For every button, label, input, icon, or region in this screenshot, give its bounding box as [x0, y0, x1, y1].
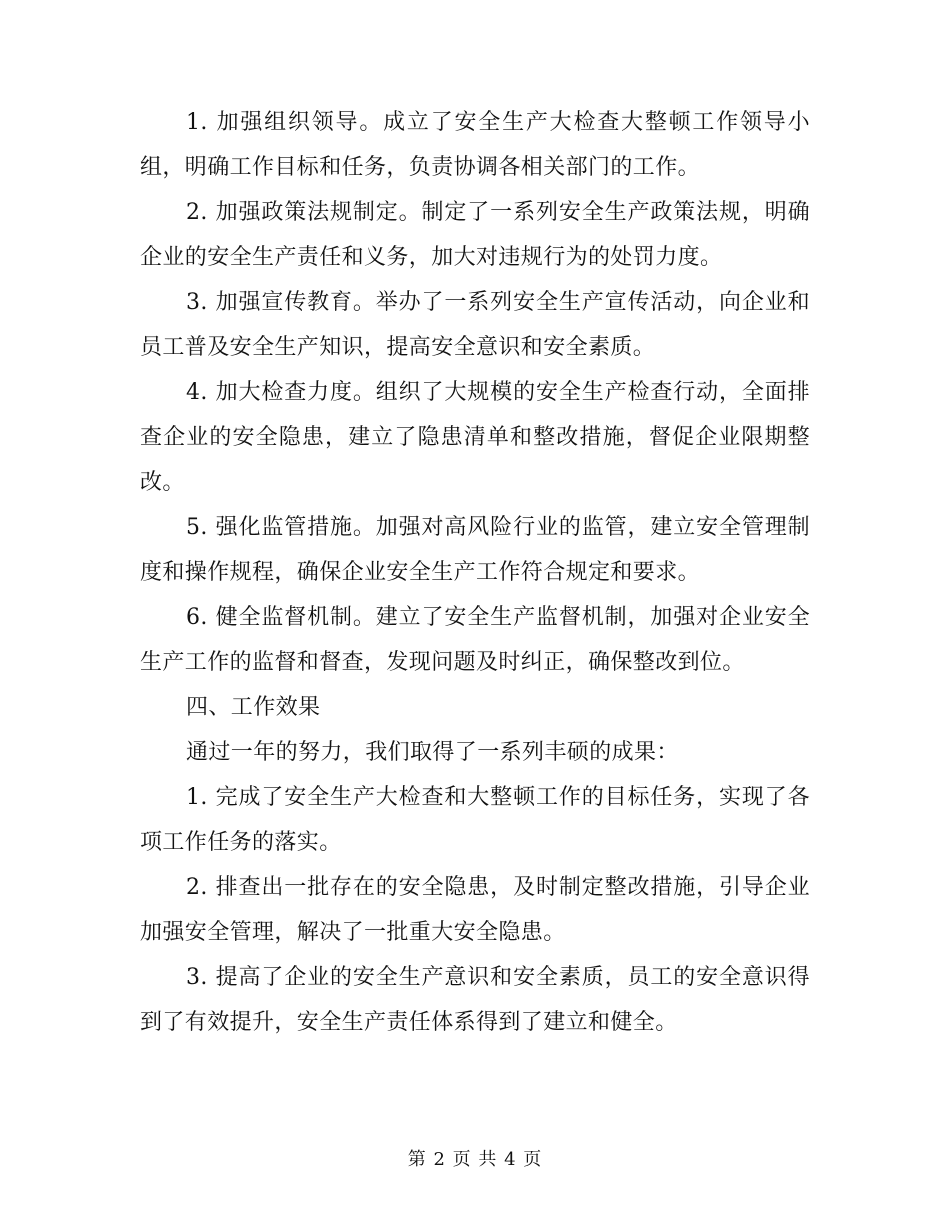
- paragraph-measure-2: 2. 加强政策法规制定。制定了一系列安全生产政策法规，明确企业的安全生产责任和义务，加大对违规行为的处罚力度。: [140, 200, 810, 270]
- paragraph-result-3: 3. 提高了企业的安全生产意识和安全素质，员工的安全意识得到了有效提升，安全生产责任体系得到了建立和健全。: [140, 965, 810, 1035]
- paragraph-result-1: 1. 完成了安全生产大检查和大整顿工作的目标任务，实现了各项工作任务的落实。: [140, 785, 810, 855]
- paragraph-measure-6: 6. 健全监督机制。建立了安全生产监督机制，加强对企业安全生产工作的监督和督查，发现问题及时纠正，确保整改到位。: [140, 605, 810, 675]
- paragraph-results-intro: 通过一年的努力，我们取得了一系列丰硕的成果：: [186, 740, 679, 765]
- paragraph-result-2: 2. 排查出一批存在的安全隐患，及时制定整改措施，引导企业加强安全管理，解决了一批重大安全隐患。: [140, 875, 810, 945]
- paragraph-measure-5: 5. 强化监管措施。加强对高风险行业的监管，建立安全管理制度和操作规程，确保企业安全生产工作符合规定和要求。: [140, 515, 810, 585]
- paragraph-measure-3: 3. 加强宣传教育。举办了一系列安全生产宣传活动，向企业和员工普及安全生产知识，提高安全意识和安全素质。: [140, 290, 810, 360]
- section-heading-work-results: 四、工作效果: [186, 695, 321, 720]
- page-number-footer: 第 2 页 共 4 页: [407, 1149, 543, 1170]
- paragraph-measure-1: 1. 加强组织领导。成立了安全生产大检查大整顿工作领导小组，明确工作目标和任务，负责协调各相关部门的工作。: [140, 110, 810, 180]
- document-body: [140, 100, 810, 1045]
- paragraph-measure-4: 4. 加大检查力度。组织了大规模的安全生产检查行动，全面排查企业的安全隐患，建立了隐患清单和整改措施，督促企业限期整改。: [140, 380, 810, 495]
